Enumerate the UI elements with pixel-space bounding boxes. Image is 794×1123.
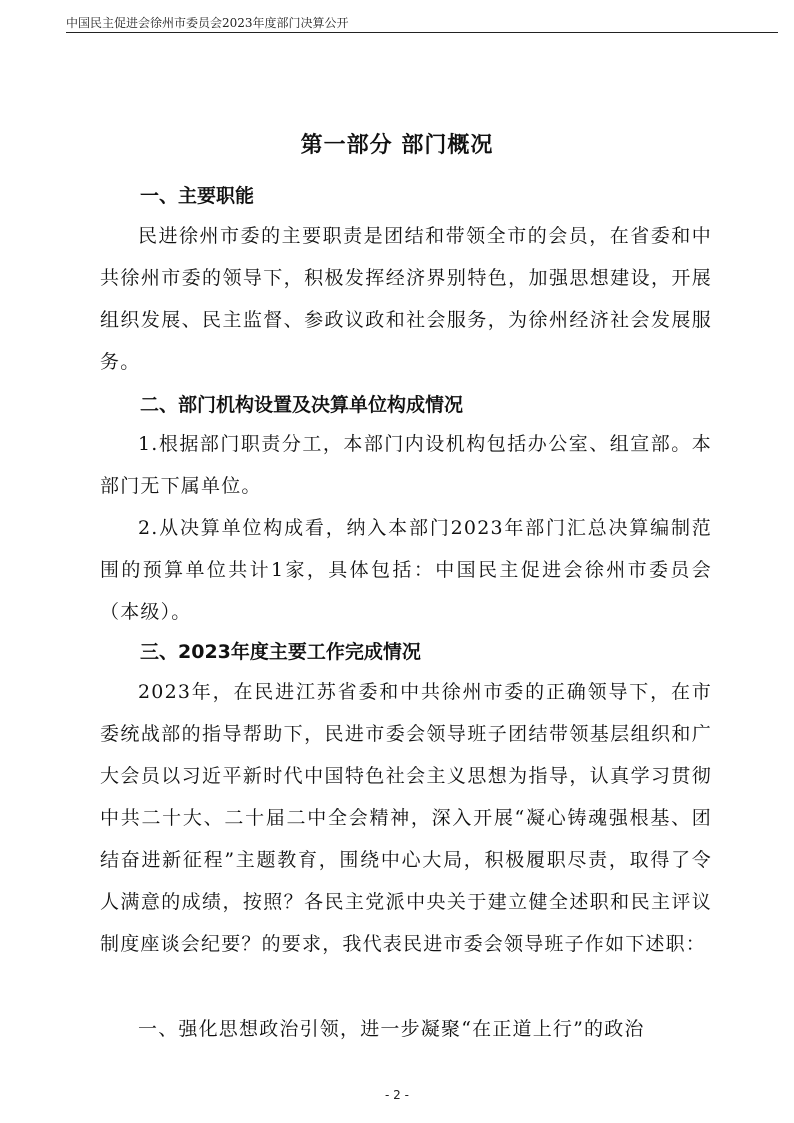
page-header [66,10,778,33]
section-heading-work: 三、2023年度主要工作完成情况 [140,641,421,663]
paragraph-work-2: 一、强化思想政治引领，进一步凝聚“在正道上行”的政治 [138,1018,645,1040]
header-text: 中国民主促进会徐州市委员会2023年度部门决算公开 [66,16,349,30]
paragraph-structure-2: 2.从决算单位构成看，纳入本部门2023年部门汇总决算编制范围的预算单位共计1家，具体包括：中国民主促进会徐州市委员会（本级）。 [100,517,712,623]
page-number: - 2 - [385,1088,409,1102]
section-heading-structure: 二、部门机构设置及决算单位构成情况 [140,394,464,416]
paragraph-structure-1: 1.根据部门职责分工，本部门内设机构包括办公室、组宣部。本部门无下属单位。 [100,433,712,497]
page-title: 第一部分 部门概况 [300,133,494,158]
paragraph-functions: 民进徐州市委的主要职责是团结和带领全市的会员，在省委和中共徐州市委的领导下，积极发挥经济界别特色，加强思想建设，开展组织发展、民主监督、参政议政和社会服务，为徐州经济社会发展服务。 [100,225,712,373]
section-heading-functions: 一、主要职能 [140,185,255,207]
paragraph-work-1: 2023年，在民进江苏省委和中共徐州市委的正确领导下，在市委统战部的指导帮助下，民进市委会领导班子团结带领基层组织和广大会员以习近平新时代中国特色社会主义思想为指导，认真学习贯彻中共二十大、二十届二中全会精神，深入开展“凝心铸魂强根基、团结奋进新征程”主题教育，围绕中心大局，积极履职尽责，取得了令人满意的成绩，按照？各民主党派中央关于建立健全述职和民主评议制度座谈会纪要？的要求，我代表民进市委会领导班子作如下述职： [100,681,712,955]
